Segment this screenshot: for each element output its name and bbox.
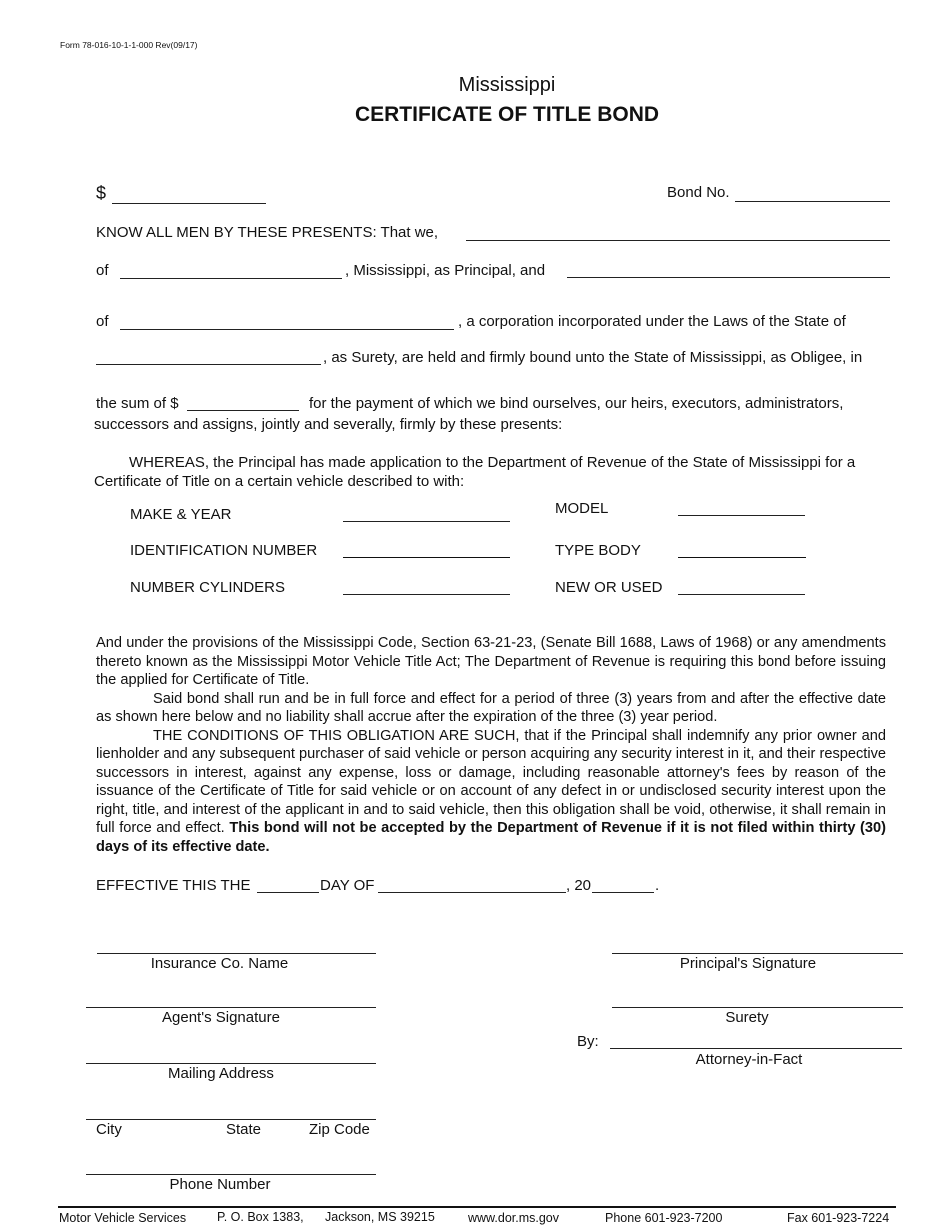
footer-website[interactable]: www.dor.ms.gov [468,1211,560,1225]
surety-signature-field[interactable] [612,1007,903,1008]
type-body-field[interactable] [678,557,806,558]
phone-number-label: Phone Number [169,1176,271,1193]
city-state-zip-field[interactable] [86,1119,376,1120]
effective-prefix: EFFECTIVE THIS THE [96,877,251,894]
bond-no-label: Bond No. [667,184,730,201]
sum-line-2: successors and assigns, jointly and severally, firmly by these presents: [94,416,563,433]
footer-fax: Fax 601-923-7224 [787,1211,890,1225]
surety-city-field[interactable] [120,329,454,330]
know-all-text: KNOW ALL MEN BY THESE PRESENTS: That we, [96,224,439,241]
identification-number-field[interactable] [343,557,510,558]
surety-text: , as Surety, are held and firmly bound unto the State of Mississippi, as Obligee, in [323,349,863,366]
whereas-line-2: Certificate of Title on a certain vehicle described to with: [94,473,465,490]
sum-suffix: for the payment of which we bind ourselves, our heirs, executors, administrators, [309,395,844,412]
filing-deadline-notice: This bond will not be accepted by the Department of Revenue if it is not filed within thirty (30) days of its effective date. [96,820,886,855]
model-label: MODEL [555,500,609,517]
state-heading: Mississippi [458,74,556,96]
attorney-in-fact-label: Attorney-in-Fact [695,1051,803,1068]
principal-signature-field[interactable] [612,953,903,954]
provisions-paragraph-2: Said bond shall run and be in full force and effect for a period of three (3) years from and after the effective date as shown here below and no liability shall accrue after the expiration of the three (3) year period. [96,690,886,725]
insurance-co-name-field[interactable] [97,953,376,954]
city-label: City [96,1121,122,1138]
make-year-label: MAKE & YEAR [130,506,232,523]
footer-phone: Phone 601-923-7200 [605,1211,723,1225]
principal-city-field[interactable] [120,278,342,279]
number-cylinders-field[interactable] [343,594,510,595]
sum-amount-field[interactable] [187,410,299,411]
footer-city: Jackson, MS 39215 [325,1210,435,1224]
phone-number-field[interactable] [86,1174,376,1175]
mailing-address-label: Mailing Address [168,1065,274,1082]
insurance-co-name-label: Insurance Co. Name [150,955,289,972]
new-or-used-field[interactable] [678,594,805,595]
by-label: By: [577,1033,599,1050]
effective-day-field[interactable] [257,892,319,893]
make-year-field[interactable] [343,521,510,522]
model-field[interactable] [678,515,805,516]
year-prefix: , 20 [566,877,592,894]
footer-department: Motor Vehicle Services [59,1211,187,1225]
zip-label: Zip Code [309,1121,370,1138]
surety-label: Surety [725,1009,769,1026]
surety-name-field[interactable] [567,277,890,278]
provisions-paragraph-1: And under the provisions of the Mississippi Code, Section 63-21-23, (Senate Bill 1688, Laws of 1968) or any amendments thereto known as the Mississippi Motor Vehicle Title Act; The Department of Revenue is requiring this bond before issuing the applied for Certificate of Title. [96,635,886,688]
principal-text: , Mississippi, as Principal, and [345,262,546,279]
effective-month-field[interactable] [378,892,566,893]
conditions-text: THE CONDITIONS OF THIS OBLIGATION ARE SUCH, that if the Principal shall indemnify any prior owner and lienholder and any subsequent purchaser of said vehicle or person acquiring any security interest in it, and their respective successors in interest, against any expense, loss or damage, including reasonable attorney's fees by reason of the issuance of the Certificate of Title for said vehicle or on account of any defect in or undisclosed security interest upon the right, title, and interest of the applicant in and to said vehicle, then this obligation shall be void, otherwise, it shall remain in full force and effect. [96,727,886,836]
bond-amount-field[interactable] [112,203,266,204]
whereas-line-1: WHEREAS, the Principal has made application to the Department of Revenue of the State of Mississippi for a [129,454,856,471]
new-or-used-label: NEW OR USED [555,579,663,596]
dollar-sign: $ [96,183,107,203]
principal-name-field[interactable] [466,240,890,241]
surety-state-field[interactable] [96,364,321,365]
provisions-text [96,634,886,856]
agent-signature-label: Agent's Signature [162,1009,280,1026]
agent-signature-field[interactable] [86,1007,376,1008]
day-of-label: DAY OF [320,877,375,894]
conditions-paragraph [96,727,886,857]
mailing-address-field[interactable] [86,1063,376,1064]
principal-signature-label: Principal's Signature [679,955,817,972]
number-cylinders-label: NUMBER CYLINDERS [130,579,286,596]
footer-po-box: P. O. Box 1383, [217,1210,304,1224]
bond-no-field[interactable] [735,201,890,202]
of-label-1: of [96,262,109,279]
state-label: State [226,1121,262,1138]
attorney-in-fact-field[interactable] [610,1048,902,1049]
corporation-text: , a corporation incorporated under the Laws of the State of [458,313,846,330]
footer-divider [58,1206,896,1208]
type-body-label: TYPE BODY [555,542,641,559]
of-label-2: of [96,313,109,330]
identification-number-label: IDENTIFICATION NUMBER [130,542,318,559]
effective-year-field[interactable] [592,892,654,893]
page-title: CERTIFICATE OF TITLE BOND [354,103,660,126]
effective-period: . [655,877,660,894]
form-number: Form 78-016-10-1-1-000 Rev(09/17) [60,40,198,50]
sum-prefix: the sum of $ [96,395,179,412]
